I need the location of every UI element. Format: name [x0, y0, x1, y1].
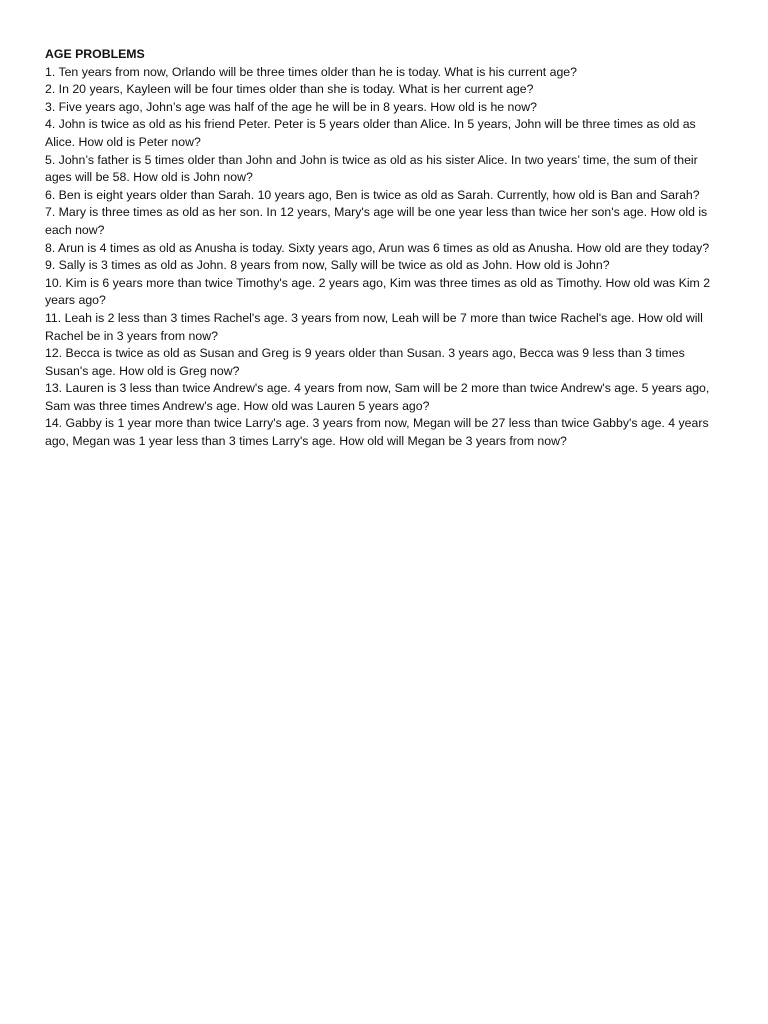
problem-7: 7. Mary is three times as old as her son. In 12 years, Mary's age will be one year less than twice her son's age. How old is each now?	[45, 205, 708, 237]
document-page	[45, 46, 725, 451]
problem-8: 8. Arun is 4 times as old as Anusha is today. Sixty years ago, Arun was 6 times as old as Anusha. How old are they today?	[45, 240, 710, 255]
problem-14: 14. Gabby is 1 year more than twice Larry's age. 3 years from now, Megan will be 27 less than twice Gabby's age. 4 years ago, Megan was 1 year less than 3 times Larry's age. How old will Megan be 3 years from now?	[45, 416, 709, 449]
document-title: AGE PROBLEMS	[45, 47, 145, 61]
problem-6: 6. Ben is eight years older than Sarah. 10 years ago, Ben is twice as old as Sarah. Currently, how old is Ban and Sarah?	[45, 187, 700, 202]
problem-1: 1. Ten years from now, Orlando will be three times older than he is today. What is his current age?	[45, 64, 577, 79]
problem-9: 9. Sally is 3 times as old as John. 8 years from now, Sally will be twice as old as John. How old is John?	[45, 258, 610, 273]
problem-5: 5. John’s father is 5 times older than John and John is twice as old as his sister Alice. In two years’ time, the sum of their ages will be 58. How old is John now?	[45, 152, 698, 185]
problem-list	[45, 64, 725, 451]
problem-3: 3. Five years ago, John’s age was half of the age he will be in 8 years. How old is he now?	[45, 99, 537, 114]
problem-13: 13. Lauren is 3 less than twice Andrew's age. 4 years from now, Sam will be 2 more than twice Andrew's age. 5 years ago, Sam was three times Andrew's age. How old was Lauren 5 years ago?	[45, 381, 710, 413]
problem-2: 2. In 20 years, Kayleen will be four times older than she is today. What is her current age?	[45, 82, 534, 97]
problem-10: 10. Kim is 6 years more than twice Timothy's age. 2 years ago, Kim was three times as old as Timothy. How old was Kim 2 years ago?	[45, 275, 711, 308]
problem-12: 12. Becca is twice as old as Susan and Greg is 9 years older than Susan. 3 years ago, Becca was 9 less than 3 times Susan's age. How old is Greg now?	[45, 346, 685, 378]
problem-11: 11. Leah is 2 less than 3 times Rachel's age. 3 years from now, Leah will be 7 more than twice Rachel's age. How old will Rachel be in 3 years from now?	[45, 310, 703, 343]
problem-4: 4. John is twice as old as his friend Peter. Peter is 5 years older than Alice. In 5 years, John will be three times as old as Alice. How old is Peter now?	[45, 117, 696, 149]
